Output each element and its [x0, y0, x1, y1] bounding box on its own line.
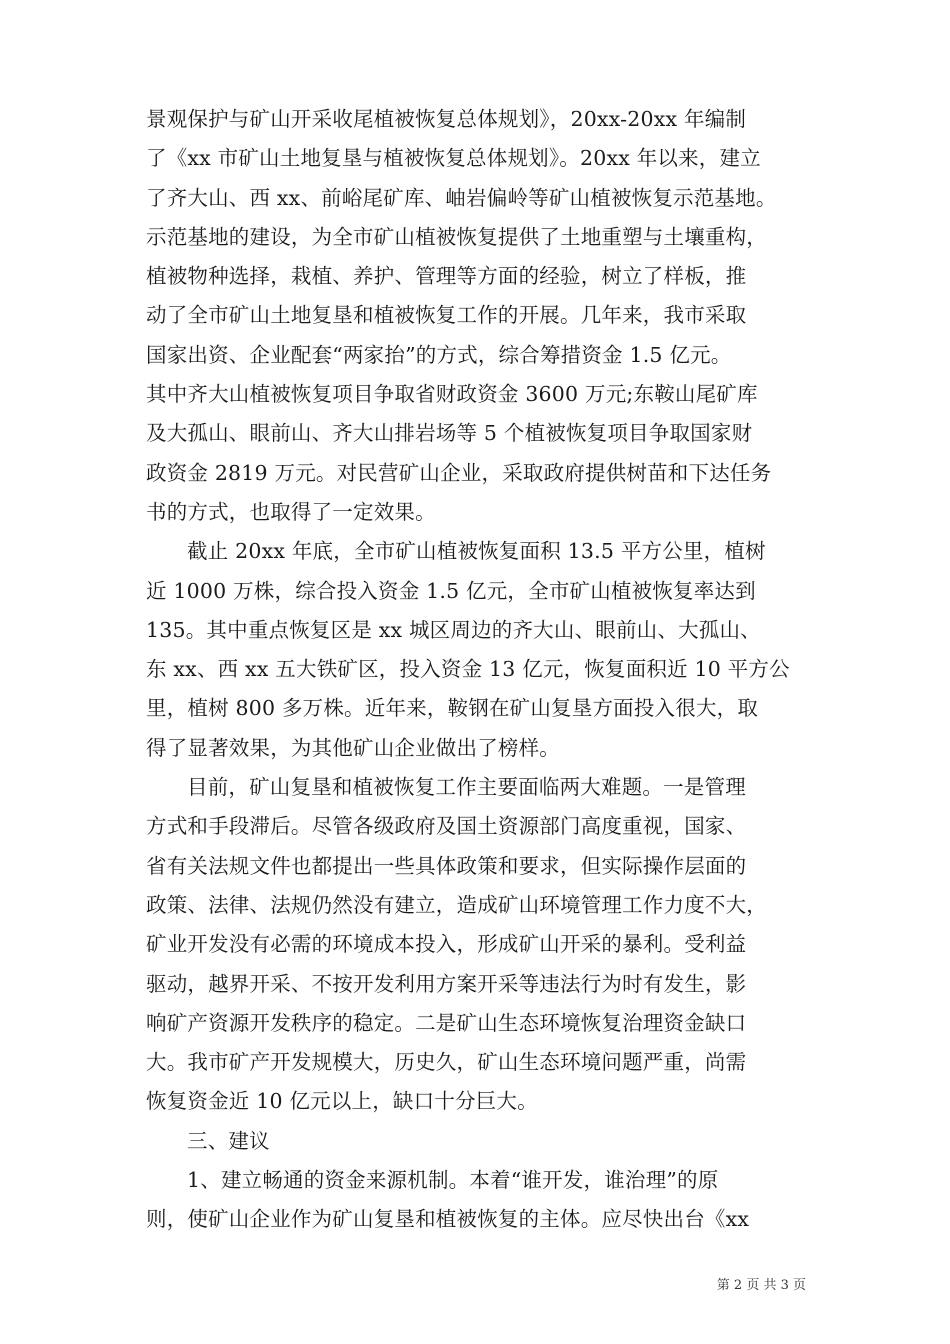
text-line: 近 1000 万株，综合投入资金 1.5 亿元，全市矿山植被恢复率达到 [146, 578, 756, 603]
text-line: 政资金 2819 万元。对民营矿山企业，采取政府提供树苗和下达任务 [146, 460, 772, 485]
page-number-footer: 第 2 页 共 3 页 [716, 1278, 806, 1293]
text-line: 国家出资、企业配套“两家抬”的方式，综合筹措资金 1.5 亿元。 [146, 342, 732, 367]
text-line: 东 xx、西 xx 五大铁矿区，投入资金 13 亿元，恢复面积近 10 平方公 [146, 657, 790, 682]
text-line: 驱动，越界开采、不按开发利用方案开采等违法行为时有发生，影 [146, 971, 747, 996]
text-line: 里，植树 800 多万株。近年来，鞍钢在矿山复垦方面投入很大，取 [146, 696, 759, 721]
text-line: 恢复资金近 10 亿元以上，缺口十分巨大。 [146, 1089, 538, 1114]
text-line: 1、建立畅通的资金来源机制。本着“谁开发，谁治理”的原 [187, 1168, 719, 1193]
text-line: 矿业开发没有必需的环境成本投入，形成矿山开采的暴利。受利益 [146, 932, 747, 957]
text-line: 植被物种选择，栽植、养护、管理等方面的经验，树立了样板，推 [146, 264, 747, 289]
text-line: 截止 20xx 年底，全市矿山植被恢复面积 13.5 平方公里，植树 [187, 539, 766, 564]
text-line: 政策、法律、法规仍然没有建立，造成矿山环境管理工作力度不大， [146, 892, 767, 917]
text-line: 了齐大山、西 xx、前峪尾矿库、岫岩偏岭等矿山植被恢复示范基地。 [146, 185, 777, 210]
text-line: 方式和手段滞后。尽管各级政府及国土资源部门高度重视，国家、 [146, 814, 747, 839]
paragraph-funding-mechanism [146, 1161, 806, 1240]
text-line: 书的方式，也取得了一定效果。 [146, 499, 436, 524]
text-line: 示范基地的建设，为全市矿山植被恢复提供了土地重塑与土壤重构， [146, 224, 767, 249]
text-line: 了《xx 市矿山土地复垦与植被恢复总体规划》。20xx 年以来，建立 [146, 146, 761, 171]
text-line: 响矿产资源开发秩序的稳定。二是矿山生态环境恢复治理资金缺口 [146, 1010, 747, 1035]
text-line: 动了全市矿山土地复垦和植被恢复工作的开展。几年来，我市采取 [146, 303, 747, 328]
text-line: 135。其中重点恢复区是 xx 城区周边的齐大山、眼前山、大孤山、 [146, 617, 761, 642]
paragraph-planning-and-demo-bases [146, 100, 806, 532]
text-line: 及大孤山、眼前山、齐大山排岩场等 5 个植被恢复项目争取国家财 [146, 421, 753, 446]
section-heading: 三、建议 [187, 1128, 270, 1153]
text-line: 目前，矿山复垦和植被恢复工作主要面临两大难题。一是管理 [187, 775, 746, 800]
paragraph-restoration-statistics [146, 532, 806, 768]
section-heading-suggestions [146, 1122, 806, 1161]
paragraph-current-difficulties [146, 768, 806, 1122]
text-line: 大。我市矿产开发规模大，历史久，矿山生态环境问题严重，尚需 [146, 1050, 747, 1075]
text-line: 其中齐大山植被恢复项目争取省财政资金 3600 万元;东鞍山尾矿库 [146, 382, 758, 407]
text-line: 则，使矿山企业作为矿山复垦和植被恢复的主体。应尽快出台《xx [146, 1207, 750, 1232]
text-line: 景观保护与矿山开采收尾植被恢复总体规划》，20xx-20xx 年编制 [146, 107, 747, 131]
text-line: 得了显著效果，为其他矿山企业做出了榜样。 [146, 735, 560, 760]
document-body [146, 100, 806, 1240]
text-line: 省有关法规文件也都提出一些具体政策和要求，但实际操作层面的 [146, 853, 747, 878]
